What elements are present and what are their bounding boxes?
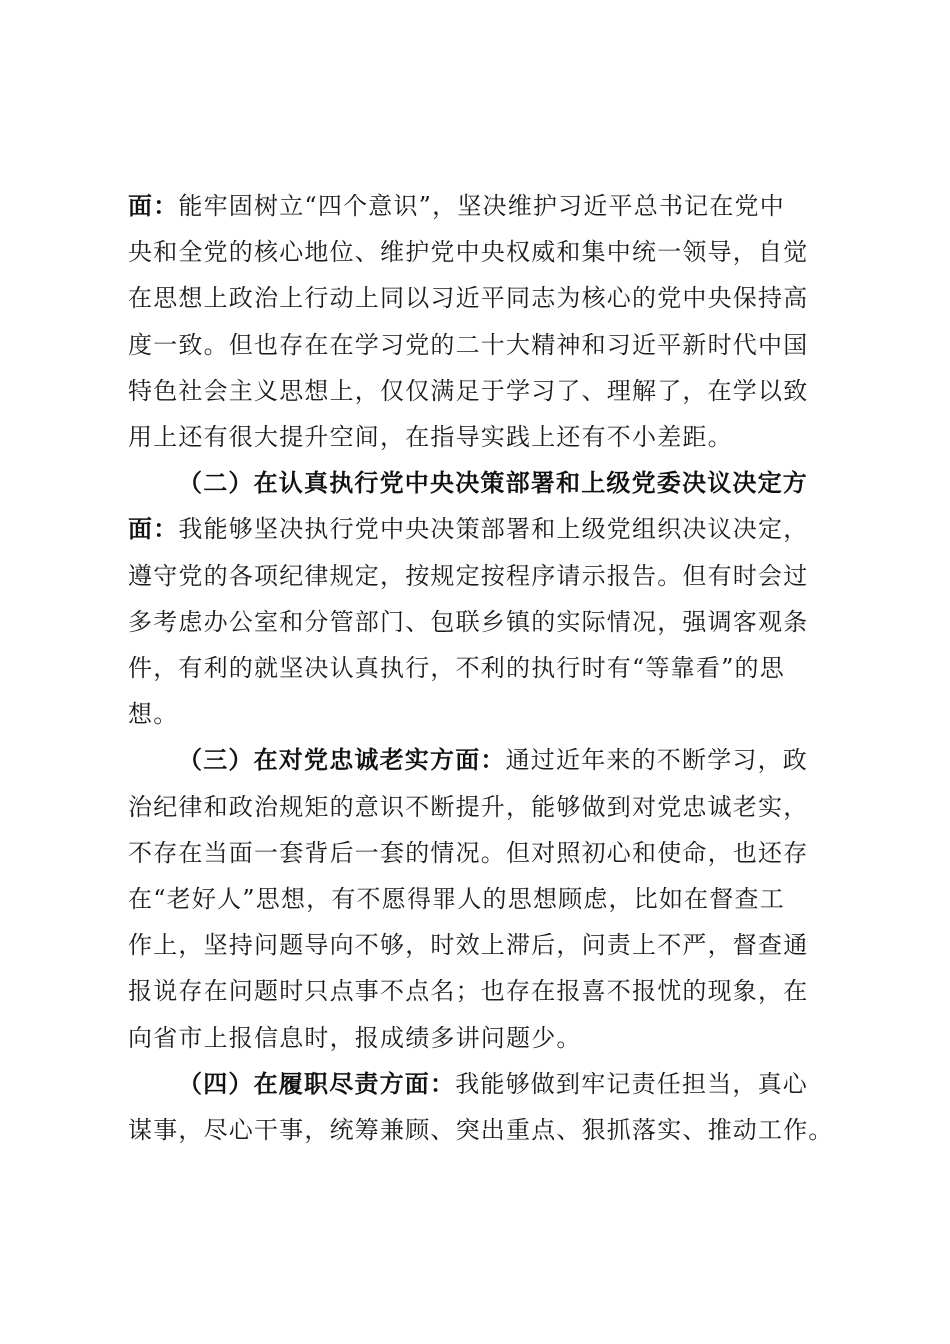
text-line: （四）在履职尽责方面：我能够做到牢记责任担当，真心: [178, 1068, 809, 1098]
text-line: 用上还有很大提升空间，在指导实践上还有不小差距。: [128, 423, 733, 452]
section-heading: 面：: [128, 191, 179, 220]
text-line: 不存在当面一套背后一套的情况。但对照初心和使命，也还存: [128, 838, 809, 867]
text-line: 遵守党的各项纪律规定，按规定按程序请示报告。但有时会过: [128, 561, 809, 590]
text-line: 治纪律和政治规矩的意识不断提升，能够做到对党忠诚老实，: [128, 792, 809, 821]
text-line: 度一致。但也存在在学习党的二十大精神和习近平新时代中国: [128, 330, 809, 359]
paragraph-loyalty: [128, 737, 840, 1060]
text-line: 报说存在问题时只点事不点名；也存在报喜不报忧的现象，在: [128, 977, 809, 1006]
text-line: 央和全党的核心地位、维护党中央权威和集中统一领导，自觉: [128, 238, 809, 267]
document-body: [128, 183, 840, 1153]
section-heading: （四）在履职尽责方面：: [178, 1068, 456, 1098]
paragraph-executing-decisions: [128, 460, 840, 737]
text-line: 在“老好人”思想，有不愿得罪人的思想顾虑，比如在督查工: [128, 885, 785, 914]
text-line: 向省市上报信息时，报成绩多讲问题少。: [128, 1023, 582, 1052]
text-line: 特色社会主义思想上，仅仅满足于学习了、理解了，在学以致: [128, 376, 809, 405]
section-heading: （三）在对党忠诚老实方面：: [178, 745, 506, 775]
text-line: 面：我能够坚决执行党中央决策部署和上级党组织决议决定，: [128, 514, 809, 544]
section-heading: （二）在认真执行党中央决策部署和上级党委决议决定方: [178, 468, 808, 498]
paragraph-political-stance: [128, 183, 840, 460]
text-line: 件，有利的就坚决认真执行，不利的执行时有“等靠看”的思: [128, 654, 785, 683]
text-line: 谋事，尽心干事，统筹兼顾、突出重点、狠抓落实、推动工作。: [128, 1116, 834, 1145]
text-line: 在思想上政治上行动上同以习近平同志为核心的党中央保持高: [128, 284, 809, 313]
text-line: 面：能牢固树立“四个意识”，坚决维护习近平总书记在党中: [128, 191, 785, 220]
paragraph-duty-performance: [128, 1061, 840, 1153]
text-line: 想。: [128, 700, 179, 729]
text-line: [128, 460, 840, 506]
text-line: 多考虑办公室和分管部门、包联乡镇的实际情况，强调客观条: [128, 607, 809, 636]
text-line: 作上，坚持问题导向不够，时效上滞后，问责上不严，督查通: [128, 931, 809, 960]
section-heading-continued: 面：: [128, 514, 179, 544]
text-line: （三）在对党忠诚老实方面：通过近年来的不断学习，政: [178, 745, 809, 775]
